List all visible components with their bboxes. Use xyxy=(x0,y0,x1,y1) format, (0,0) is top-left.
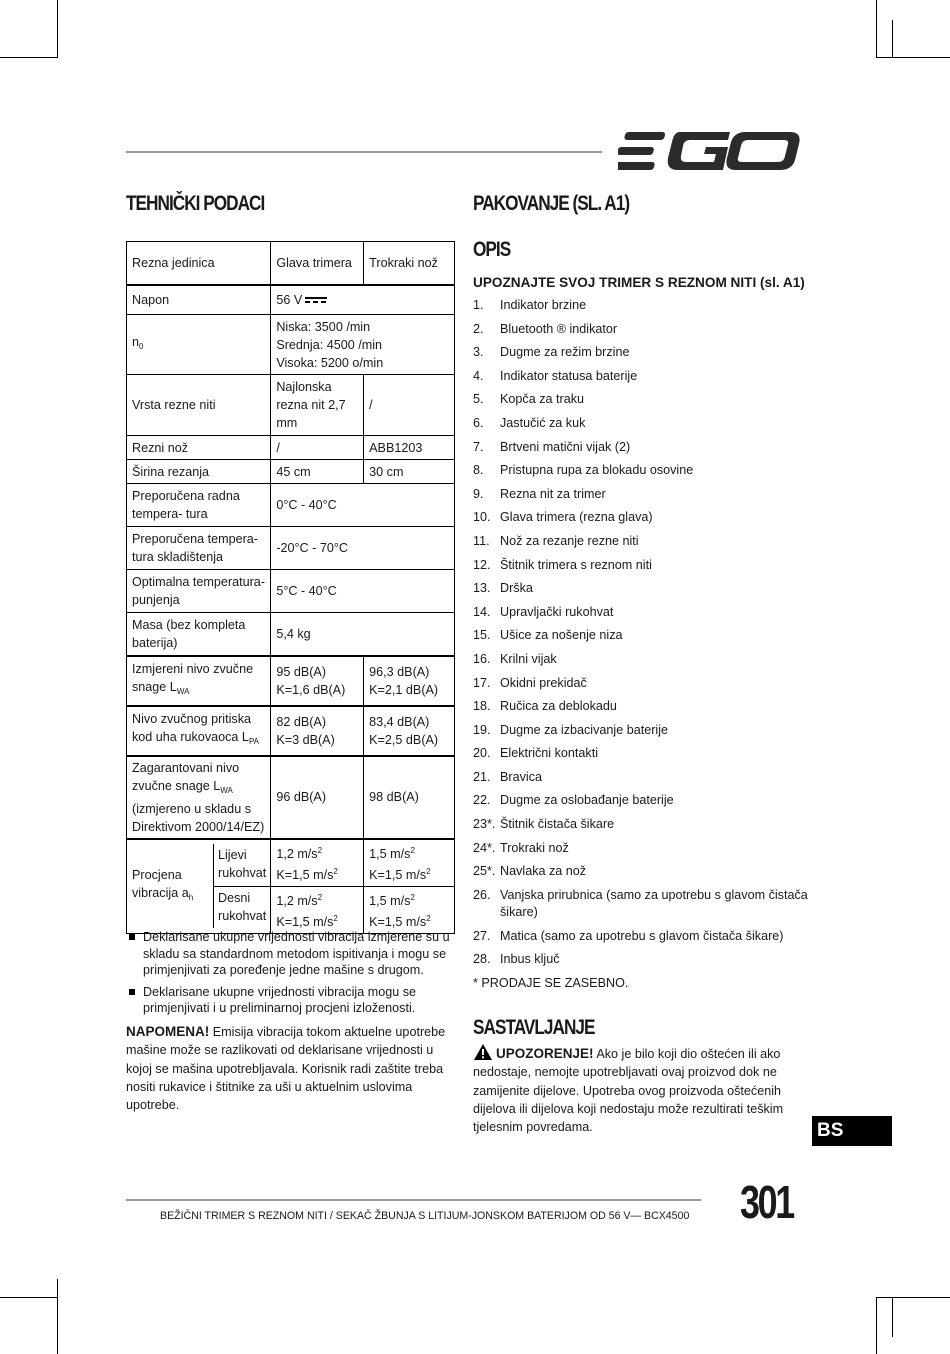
item-text: Jastučić za kuk xyxy=(500,415,586,430)
table-cell xyxy=(127,484,271,527)
crop-mark xyxy=(876,1297,877,1354)
list-item xyxy=(473,580,813,597)
superscript: 2 xyxy=(426,866,431,876)
cell-line: Direktivom 2000/14/EZ) xyxy=(132,819,265,834)
cell-text: K=1,5 m/s xyxy=(276,867,334,882)
cell-text: K=1,5 m/s xyxy=(369,867,427,882)
speed-high: Visoka: 5200 o/min xyxy=(276,355,384,370)
table-cell: Širina rezanja xyxy=(127,460,271,484)
item-number: 21. xyxy=(473,769,491,784)
crop-mark xyxy=(57,1279,58,1354)
voltage-value: 56 V xyxy=(276,292,303,307)
cell-line: Zagarantovani nivo xyxy=(132,760,240,775)
table-cell: Trokraki nož xyxy=(364,242,455,285)
cell-line xyxy=(369,863,449,884)
item-text: Matica (samo za upotrebu s glavom čistača šikare) xyxy=(500,928,784,943)
table-row xyxy=(127,613,455,656)
footer-rule xyxy=(126,1199,701,1201)
list-item xyxy=(473,439,813,456)
list-item xyxy=(126,984,456,1017)
table-cell xyxy=(364,706,455,756)
cell-line: Izmjereni nivo zvučne xyxy=(132,662,254,676)
table-cell: / xyxy=(364,375,455,436)
cell-line: K=2,5 dB(A) xyxy=(369,732,439,747)
warning-text: Ako je bilo koji dio oštećen ili ako nedostaje, nemojte upotrebljavati ovaj proizvod dok ne zamijenite dijelove. Upotreba ovog proizvoda oštećenih dijelova ili dijelova koji nedostaju može rezultirati teškim tjelesnim povredama. xyxy=(473,1047,784,1135)
item-text: Štitnik trimera s reznom niti xyxy=(500,557,652,572)
item-number: 19. xyxy=(473,722,491,737)
cell-line xyxy=(132,678,265,701)
table-row xyxy=(127,285,455,315)
table-cell xyxy=(271,315,455,375)
item-number: 8. xyxy=(473,463,484,478)
page-number: 301 xyxy=(740,1176,793,1228)
table-row xyxy=(127,706,455,756)
bullet-list xyxy=(126,929,456,1022)
item-text: Ručica za deblokadu xyxy=(500,699,617,714)
item-text: Bravica xyxy=(500,769,542,784)
crop-mark xyxy=(876,1297,950,1298)
list-item xyxy=(473,928,813,945)
cell-line: 83,4 dB(A) xyxy=(369,714,430,729)
item-number: 22. xyxy=(473,793,491,808)
subscript: 0 xyxy=(139,342,144,351)
cell-text: kod uha rukovaoca L xyxy=(132,730,249,744)
table-cell: -20°C - 70°C xyxy=(271,527,455,570)
item-text: Okidni prekidač xyxy=(500,675,587,690)
list-item xyxy=(473,651,813,668)
item-number: 17. xyxy=(473,675,491,690)
item-number: 2. xyxy=(473,321,484,336)
item-number: 7. xyxy=(473,439,484,454)
item-number: 27. xyxy=(473,928,491,943)
square-bullet-icon xyxy=(129,934,135,940)
warning-paragraph xyxy=(473,1043,813,1136)
cell-line: Preporučena tempera- xyxy=(132,532,259,546)
cell-line: 95 dB(A) xyxy=(276,664,327,679)
item-text: Vanjska prirubnica (samo za upotrebu s glavom čistača šikare) xyxy=(500,887,808,920)
subscript: WA xyxy=(176,687,190,696)
item-text: Krilni vijak xyxy=(500,651,557,666)
table-cell: Rezni nož xyxy=(127,436,271,460)
superscript: 2 xyxy=(410,892,415,902)
cell-text: K=1,5 m/s xyxy=(369,914,427,929)
table-cell xyxy=(271,656,364,706)
cell-line xyxy=(132,728,265,751)
parts-list xyxy=(473,297,813,975)
item-text: Rezna nit za trimer xyxy=(500,486,606,501)
item-text: Pristupna rupa za blokadu osovine xyxy=(500,463,694,478)
cell-line: rukohvat xyxy=(218,866,267,880)
table-cell: Rezna jedinica xyxy=(127,242,271,285)
cell-line: Nivo zvučnog pritiska xyxy=(132,712,251,726)
item-text: Ušice za nošenje niza xyxy=(500,628,623,643)
list-item xyxy=(473,722,813,739)
item-number: 20. xyxy=(473,746,491,761)
ego-logo xyxy=(618,130,800,172)
cell-line: mm xyxy=(276,416,298,430)
item-text: Dugme za izbacivanje baterije xyxy=(500,722,669,737)
list-item xyxy=(473,792,813,809)
left-handle-label xyxy=(214,844,270,887)
table-cell: Vrsta rezne niti xyxy=(127,375,271,436)
list-item xyxy=(473,321,813,338)
table-cell: 5°C - 40°C xyxy=(271,570,455,613)
cell-text: vibracija a xyxy=(132,885,189,900)
table-cell xyxy=(271,886,364,933)
list-item xyxy=(473,698,813,715)
table-cell xyxy=(127,706,271,756)
list-item xyxy=(473,604,813,621)
cell-line xyxy=(276,842,358,863)
item-number: 12. xyxy=(473,557,491,572)
list-item xyxy=(473,816,813,833)
item-number: 9. xyxy=(473,486,484,501)
section-title-description: OPIS xyxy=(473,238,511,261)
speed-low: Niska: 3500 /min xyxy=(276,319,371,334)
table-row xyxy=(127,460,455,484)
cell-line: rezna nit 2,7 xyxy=(276,398,346,412)
item-number: 10. xyxy=(473,510,491,525)
table-cell: 45 cm xyxy=(271,460,364,484)
square-bullet-icon xyxy=(129,989,135,995)
table-cell xyxy=(127,570,271,613)
cell-line: 96,3 dB(A) xyxy=(369,664,430,679)
table-cell xyxy=(364,839,455,887)
subscript: h xyxy=(188,892,194,902)
cell-line xyxy=(369,889,449,910)
superscript: 2 xyxy=(317,845,323,855)
item-text: Indikator brzine xyxy=(500,298,587,312)
item-number: 23*. xyxy=(473,817,496,832)
superscript: 2 xyxy=(333,866,338,876)
cell-line: tura skladištenja xyxy=(132,550,224,564)
table-cell xyxy=(271,706,364,756)
item-text: Upravljački rukohvat xyxy=(500,604,614,619)
table-row xyxy=(127,839,455,887)
item-number: 15. xyxy=(473,628,491,643)
cell-line xyxy=(369,910,449,931)
section-title-packaging: PAKOVANJE (SL. A1) xyxy=(473,192,630,215)
subscript: PA xyxy=(248,737,260,746)
cell-text: 1,2 m/s xyxy=(276,846,318,861)
table-row xyxy=(127,656,455,706)
list-item xyxy=(473,863,813,880)
n0-label: n xyxy=(132,335,140,349)
list-item xyxy=(473,769,813,786)
table-cell xyxy=(127,315,271,375)
cell-text: 1,5 m/s xyxy=(369,893,411,908)
item-text: Navlaka za nož xyxy=(500,864,587,879)
note-text: Emisija vibracija tokom aktuelne upotrebe mašine može se razlikovati od deklarisane vrijednosti u kojoj se mašina upotrebljavala. Korisnik radi zaštite treba nositi rukavice i štitnike za uši u aktuelnim uslovima upotrebe. xyxy=(126,1025,446,1113)
section-title-technical-data: TEHNIČKI PODACI xyxy=(126,192,265,215)
table-row xyxy=(127,484,455,527)
item-number: 3. xyxy=(473,345,484,360)
table-cell xyxy=(127,839,271,934)
cell-line xyxy=(276,889,358,910)
crop-mark xyxy=(0,1297,58,1298)
item-number: 6. xyxy=(473,415,484,430)
list-item xyxy=(473,486,813,503)
table-cell xyxy=(364,886,455,933)
cell-line xyxy=(276,863,358,884)
list-item xyxy=(473,840,813,857)
cell-line xyxy=(132,777,265,800)
table-cell xyxy=(271,285,455,315)
item-text: Glava trimera (rezna glava) xyxy=(500,510,653,525)
table-cell xyxy=(127,613,271,656)
item-text: Štitnik čistača šikare xyxy=(500,817,615,832)
table-cell: 0°C - 40°C xyxy=(271,484,455,527)
item-number: 1. xyxy=(473,298,484,312)
item-text: Trokraki nož xyxy=(500,840,569,855)
list-item xyxy=(473,887,813,921)
table-cell xyxy=(127,656,271,706)
table-cell: 98 dB(A) xyxy=(364,756,455,839)
list-item xyxy=(473,627,813,644)
item-number: 25*. xyxy=(473,864,496,879)
item-number: 4. xyxy=(473,368,484,383)
footnote-sold-separately: * PRODAJE SE ZASEBNO. xyxy=(473,976,629,990)
note-paragraph xyxy=(126,1023,456,1114)
spec-table xyxy=(126,241,455,934)
cell-line: Najlonska xyxy=(276,380,332,394)
list-item xyxy=(473,415,813,432)
right-handle-label xyxy=(214,887,270,929)
note-label: NAPOMENA! xyxy=(126,1024,210,1039)
cell-line: Optimalna temperatura- xyxy=(132,575,265,589)
cell-text: snage L xyxy=(132,680,177,694)
table-row xyxy=(127,436,455,460)
cell-line xyxy=(369,842,449,863)
crop-mark xyxy=(57,0,58,58)
list-item xyxy=(473,533,813,550)
cell-line xyxy=(276,910,358,931)
item-text: Električni kontakti xyxy=(500,746,598,761)
cell-line: Procjena xyxy=(132,867,182,882)
warning-triangle-icon xyxy=(473,1043,493,1061)
header-rule xyxy=(126,151,602,153)
table-cell: 30 cm xyxy=(364,460,455,484)
cell-line: (izmjereno u skladu s xyxy=(132,801,251,816)
list-item xyxy=(126,929,456,979)
list-item xyxy=(473,297,813,314)
table-cell xyxy=(127,527,271,570)
item-text: Nož za rezanje rezne niti xyxy=(500,533,639,548)
vibration-label-cell xyxy=(127,844,214,928)
cell-text: zvučne snage L xyxy=(132,778,221,793)
cell-line: rukohvat xyxy=(218,908,267,923)
item-text: Bluetooth ® indikator xyxy=(500,321,618,336)
table-row xyxy=(127,375,455,436)
item-text: Dugme za oslobađanje baterije xyxy=(500,793,674,808)
table-cell xyxy=(271,839,364,887)
superscript: 2 xyxy=(410,845,415,855)
language-tab: BS xyxy=(812,1116,892,1146)
list-item xyxy=(473,462,813,479)
item-number: 24*. xyxy=(473,840,496,855)
cell-line: Preporučena radna xyxy=(132,489,240,503)
table-cell: 5,4 kg xyxy=(271,613,455,656)
warning-label: UPOZORENJE! xyxy=(496,1046,594,1061)
dc-symbol-icon xyxy=(305,296,327,304)
item-number: 18. xyxy=(473,699,491,714)
item-number: 26. xyxy=(473,887,491,902)
speed-medium: Srednja: 4500 /min xyxy=(276,337,383,352)
cell-text: 1,5 m/s xyxy=(369,846,411,861)
list-item xyxy=(473,391,813,408)
bullet-text: Deklarisane ukupne vrijednosti vibracija izmjerene su u skladu sa standardnom metodom ispitivanja i mogu se primjenjivati za poređenje jedne mašine s drugom. xyxy=(143,930,450,977)
item-number: 5. xyxy=(473,392,484,407)
item-text: Brtveni matični vijak (2) xyxy=(500,439,631,454)
table-cell xyxy=(364,656,455,706)
cell-line: tempera- tura xyxy=(132,507,208,521)
item-text: Indikator statusa baterije xyxy=(500,368,638,383)
table-cell: 96 dB(A) xyxy=(271,756,364,839)
table-row xyxy=(127,242,455,285)
cell-text: K=1,5 m/s xyxy=(276,914,334,929)
item-number: 28. xyxy=(473,952,491,967)
item-text: Kopča za traku xyxy=(500,392,585,407)
cell-text: 1,2 m/s xyxy=(276,893,318,908)
table-row xyxy=(127,756,455,839)
cell-line: K=3 dB(A) xyxy=(276,732,335,747)
crop-mark xyxy=(876,57,950,58)
subscript: WA xyxy=(220,785,233,795)
cell-line: punjenja xyxy=(132,593,180,607)
list-item xyxy=(473,951,813,968)
table-cell xyxy=(127,756,271,839)
crop-mark xyxy=(892,20,893,58)
table-cell: Glava trimera xyxy=(271,242,364,285)
cell-line: baterija) xyxy=(132,635,178,650)
table-cell: Napon xyxy=(127,285,271,315)
item-text: Dugme za režim brzine xyxy=(500,345,630,360)
list-item xyxy=(473,368,813,385)
cell-line: K=1,6 dB(A) xyxy=(276,682,346,697)
subtitle-know-your-trimmer: UPOZNAJTE SVOJ TRIMER S REZNOM NITI (sl. A1) xyxy=(473,275,805,290)
cell-line: Desni xyxy=(218,890,251,905)
cell-line: Masa (bez kompleta xyxy=(132,617,246,632)
footer-text: BEŽIČNI TRIMER S REZNOM NITI / SEKAČ ŽBUNJA S LITIJUM-JONSKOM BATERIJOM OD 56 V— BCX4500 xyxy=(160,1210,690,1222)
list-item xyxy=(473,509,813,526)
cell-line: Lijevi xyxy=(218,848,247,862)
list-item xyxy=(473,745,813,762)
bullet-text: Deklarisane ukupne vrijednosti vibracija mogu se primjenjivati i u preliminarnoj procjeni izloženosti. xyxy=(143,984,417,1015)
table-row xyxy=(127,527,455,570)
item-number: 13. xyxy=(473,581,491,596)
cell-line: 82 dB(A) xyxy=(276,714,327,729)
table-row xyxy=(127,570,455,613)
superscript: 2 xyxy=(426,913,431,923)
cell-line: K=2,1 dB(A) xyxy=(369,682,439,697)
table-cell xyxy=(271,375,364,436)
cell-line xyxy=(132,884,208,907)
item-number: 11. xyxy=(473,533,490,548)
item-text: Inbus ključ xyxy=(500,952,560,967)
crop-mark xyxy=(0,57,58,58)
crop-mark xyxy=(892,1297,893,1337)
list-item xyxy=(473,344,813,361)
list-item xyxy=(473,675,813,692)
list-item xyxy=(473,557,813,574)
superscript: 2 xyxy=(333,913,338,923)
item-number: 14. xyxy=(473,604,491,619)
crop-mark xyxy=(876,0,877,58)
item-text: Drška xyxy=(500,581,533,596)
superscript: 2 xyxy=(317,892,323,902)
table-cell: ABB1203 xyxy=(364,436,455,460)
table-row xyxy=(127,315,455,375)
item-number: 16. xyxy=(473,651,491,666)
table-cell: / xyxy=(271,436,364,460)
section-title-assembly: SASTAVLJANJE xyxy=(473,1016,595,1039)
